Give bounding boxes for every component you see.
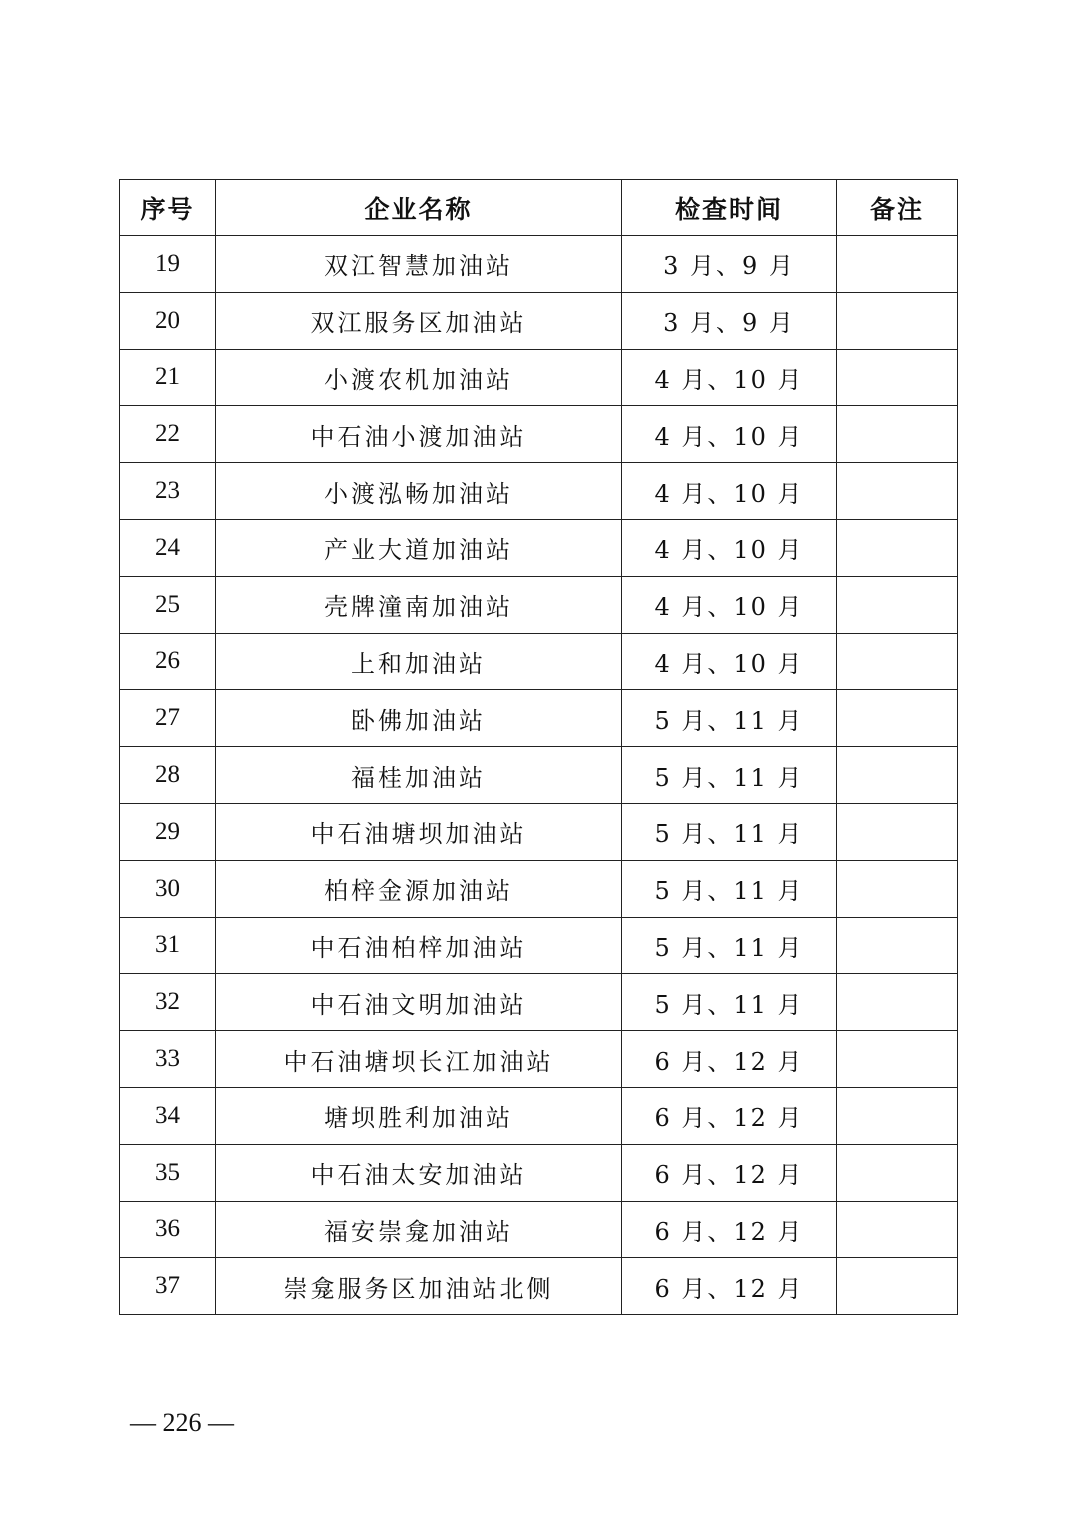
cell-remarks	[837, 974, 958, 1031]
cell-inspection-time: 6 月、12 月	[622, 1031, 837, 1088]
cell-company-name: 中石油塘坝加油站	[216, 803, 622, 860]
table-row	[120, 519, 958, 576]
cell-inspection-time: 5 月、11 月	[622, 974, 837, 1031]
table-row	[120, 974, 958, 1031]
cell-remarks	[837, 1031, 958, 1088]
table-row	[120, 292, 958, 349]
cell-remarks	[837, 1087, 958, 1144]
cell-company-name: 福桂加油站	[216, 747, 622, 804]
table-row	[120, 1031, 958, 1088]
inspection-schedule-table	[119, 179, 958, 1315]
cell-remarks	[837, 917, 958, 974]
cell-company-name: 柏梓金源加油站	[216, 860, 622, 917]
cell-serial-number: 26	[120, 633, 216, 690]
cell-serial-number: 31	[120, 917, 216, 974]
page-number: — 226 —	[130, 1408, 234, 1437]
cell-company-name: 小渡泓畅加油站	[216, 463, 622, 520]
cell-serial-number: 22	[120, 406, 216, 463]
inspection-schedule-table-container	[119, 179, 957, 1315]
cell-company-name: 中石油小渡加油站	[216, 406, 622, 463]
table-row	[120, 633, 958, 690]
cell-serial-number: 34	[120, 1087, 216, 1144]
cell-company-name: 崇龛服务区加油站北侧	[216, 1258, 622, 1315]
cell-remarks	[837, 1258, 958, 1315]
cell-company-name: 塘坝胜利加油站	[216, 1087, 622, 1144]
cell-inspection-time: 6 月、12 月	[622, 1201, 837, 1258]
cell-company-name: 福安崇龛加油站	[216, 1201, 622, 1258]
cell-serial-number: 23	[120, 463, 216, 520]
table-row	[120, 803, 958, 860]
cell-serial-number: 28	[120, 747, 216, 804]
cell-remarks	[837, 747, 958, 804]
cell-company-name: 小渡农机加油站	[216, 349, 622, 406]
cell-inspection-time: 5 月、11 月	[622, 803, 837, 860]
cell-remarks	[837, 860, 958, 917]
cell-remarks	[837, 690, 958, 747]
cell-inspection-time: 3 月、9 月	[622, 236, 837, 293]
cell-serial-number: 27	[120, 690, 216, 747]
cell-company-name: 双江服务区加油站	[216, 292, 622, 349]
table-row	[120, 1258, 958, 1315]
cell-remarks	[837, 406, 958, 463]
cell-remarks	[837, 292, 958, 349]
cell-remarks	[837, 463, 958, 520]
table-row	[120, 690, 958, 747]
cell-inspection-time: 5 月、11 月	[622, 690, 837, 747]
header-serial-number: 序号	[120, 180, 216, 236]
cell-remarks	[837, 576, 958, 633]
cell-company-name: 上和加油站	[216, 633, 622, 690]
table-row	[120, 463, 958, 520]
cell-inspection-time: 5 月、11 月	[622, 917, 837, 974]
cell-inspection-time: 6 月、12 月	[622, 1144, 837, 1201]
cell-company-name: 中石油柏梓加油站	[216, 917, 622, 974]
cell-serial-number: 25	[120, 576, 216, 633]
table-row	[120, 917, 958, 974]
cell-remarks	[837, 236, 958, 293]
cell-serial-number: 37	[120, 1258, 216, 1315]
cell-remarks	[837, 519, 958, 576]
cell-remarks	[837, 803, 958, 860]
cell-company-name: 中石油文明加油站	[216, 974, 622, 1031]
cell-serial-number: 29	[120, 803, 216, 860]
table-row	[120, 236, 958, 293]
header-remarks: 备注	[837, 180, 958, 236]
cell-inspection-time: 4 月、10 月	[622, 463, 837, 520]
table-row	[120, 349, 958, 406]
cell-company-name: 双江智慧加油站	[216, 236, 622, 293]
cell-serial-number: 20	[120, 292, 216, 349]
cell-serial-number: 19	[120, 236, 216, 293]
table-row	[120, 747, 958, 804]
cell-company-name: 中石油塘坝长江加油站	[216, 1031, 622, 1088]
table-header-row	[120, 180, 958, 236]
header-company-name: 企业名称	[216, 180, 622, 236]
header-inspection-time: 检查时间	[622, 180, 837, 236]
cell-inspection-time: 5 月、11 月	[622, 747, 837, 804]
cell-inspection-time: 5 月、11 月	[622, 860, 837, 917]
table-row	[120, 406, 958, 463]
cell-serial-number: 24	[120, 519, 216, 576]
cell-inspection-time: 4 月、10 月	[622, 576, 837, 633]
table-row	[120, 1201, 958, 1258]
table-row	[120, 1144, 958, 1201]
cell-remarks	[837, 633, 958, 690]
cell-inspection-time: 6 月、12 月	[622, 1258, 837, 1315]
cell-serial-number: 21	[120, 349, 216, 406]
cell-inspection-time: 4 月、10 月	[622, 406, 837, 463]
table-body	[120, 236, 958, 1315]
cell-serial-number: 35	[120, 1144, 216, 1201]
cell-inspection-time: 4 月、10 月	[622, 519, 837, 576]
cell-remarks	[837, 349, 958, 406]
table-row	[120, 860, 958, 917]
cell-company-name: 壳牌潼南加油站	[216, 576, 622, 633]
cell-company-name: 产业大道加油站	[216, 519, 622, 576]
cell-remarks	[837, 1144, 958, 1201]
cell-company-name: 中石油太安加油站	[216, 1144, 622, 1201]
cell-serial-number: 32	[120, 974, 216, 1031]
cell-serial-number: 33	[120, 1031, 216, 1088]
cell-inspection-time: 4 月、10 月	[622, 633, 837, 690]
cell-serial-number: 36	[120, 1201, 216, 1258]
cell-inspection-time: 6 月、12 月	[622, 1087, 837, 1144]
cell-remarks	[837, 1201, 958, 1258]
cell-inspection-time: 3 月、9 月	[622, 292, 837, 349]
table-row	[120, 1087, 958, 1144]
cell-company-name: 卧佛加油站	[216, 690, 622, 747]
cell-serial-number: 30	[120, 860, 216, 917]
cell-inspection-time: 4 月、10 月	[622, 349, 837, 406]
table-row	[120, 576, 958, 633]
